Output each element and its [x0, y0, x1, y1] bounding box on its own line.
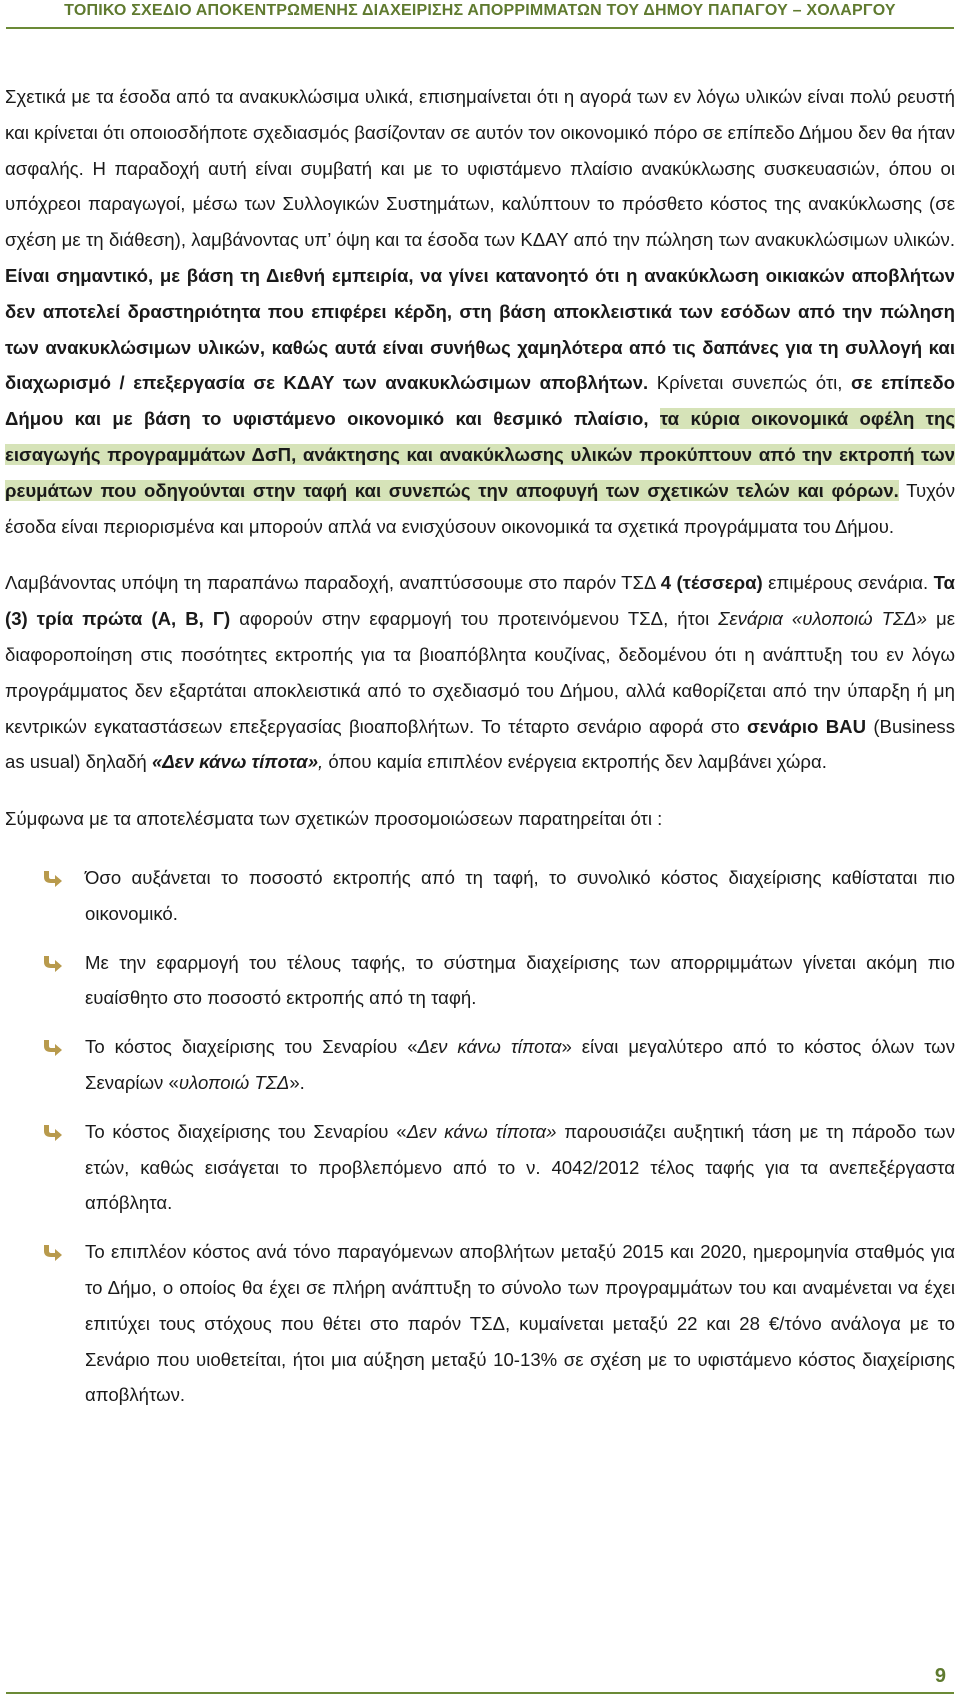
- bold-run: Είναι σημαντικό, με βάση τη Διεθνή εμπειρία, να γίνει κατανοητό ότι η ανακύκλωση οικιακών αποβλήτων δεν αποτελεί δραστηριότητα που επιφέρει κέρδη, στη βάση αποκλειστικά των εσόδων από την πώληση των ανακυκλώσιμων υλικών, καθώς αυτά είναι συνήθως χαμηλότερα από τις δαπάνες για τη συλλογή και διαχωρισμό / επεξεργασία σε ΚΔΑΥ των ανακυκλώσιμων αποβλήτων.: [5, 264, 955, 394]
- footer-rule: [6, 1692, 954, 1694]
- list-item: [5, 1234, 955, 1413]
- list-item: [5, 1029, 955, 1101]
- bold-run: σε επίπεδο Δήμου και με βάση το υφιστάμενο οικονομικό και θεσμικό πλαίσιο,: [5, 372, 955, 430]
- document-title: ΤΟΠΙΚΟ ΣΧΕΔΙΟ ΑΠΟΚΕΝΤΡΩΜΕΝΗΣ ΔΙΑΧΕΙΡΙΣΗΣ ΑΠΟΡΡΙΜΜΑΤΩΝ ΤΟΥ ΔΗΜΟΥ ΠΑΠΑΓΟΥ – ΧΟΛΑΡΓΟΥ: [64, 2, 896, 19]
- text-run: όπου καμία επιπλέον ενέργεια εκτροπής δεν λαμβάνει χώρα.: [323, 751, 827, 773]
- curved-arrow-bullet-icon: [42, 868, 64, 888]
- list-item-text: Όσο αυξάνεται το ποσοστό εκτροπής από τη ταφή, το συνολικό κόστος διαχείρισης καθίσταται πιο οικονομικό.: [85, 866, 955, 924]
- list-item-text: Με την εφαρμογή του τέλους ταφής, το σύστημα διαχείρισης των απορριμμάτων γίνεται ακόμη πιο ευαίσθητο στο ποσοστό εκτροπής από τη ταφή.: [85, 951, 955, 1009]
- bold-run: 4 (τέσσερα): [660, 572, 763, 594]
- bold-run: σενάριο BAU: [747, 715, 867, 737]
- curved-arrow-bullet-icon: [42, 1037, 64, 1057]
- italic-run: Δεν κάνω τίποτα»: [406, 1120, 557, 1142]
- curved-arrow-bullet-icon: [42, 1122, 64, 1142]
- header-rule: [6, 27, 954, 29]
- curved-arrow-bullet-icon: [42, 1242, 64, 1262]
- text-run: Το κόστος διαχείρισης του Σεναρίου «: [85, 1036, 418, 1058]
- italic-run: Δεν κάνω τίποτα: [417, 1036, 562, 1058]
- italic-run: υλοποιώ ΤΣΔ: [178, 1071, 290, 1093]
- italic-run: ,: [318, 751, 324, 773]
- text-run: με διαφοροποίηση στις ποσότητες εκτροπής για τα βιοαπόβλητα κουζίνας, δεδομένου ότι η ανάπτυξη του εν λόγω προγράμματος δεν εξαρτάται αποκλειστικά από το σχεδιασμό του Δήμου, αλλά καθορίζεται από την ύπαρξη ή μη κεντρικών εγκαταστάσεων επεξεργασίας βιοαποβλήτων. Το τέταρτο σενάριο αφορά στο: [5, 608, 956, 737]
- paragraph-simulation-intro: Σύμφωνα με τα αποτελέσματα των σχετικών προσομοιώσεων παρατηρείται ότι :: [5, 808, 663, 830]
- text-run: Σχετικά με τα έσοδα από τα ανακυκλώσιμα υλικά, επισημαίνεται ότι η αγορά των εν λόγω υλικών είναι πολύ ρευστή και κρίνεται ότι οποιοσδήποτε σχεδιασμός βασίζονταν σε αυτόν τον οικονομικό πόρο σε επίπεδο Δήμου δεν θα ήταν ασφαλής. Η παραδοχή αυτή είναι συμβατή και με το υφιστάμενο πλαίσιο ανακύκλωσης συσκευασιών, όπου οι υπόχρεοι παραγωγοί, μέσω των Συλλογικών Συστημάτων, καλύπτουν το πρόσθετο κόστος της ανακύκλωσης (σε σχέση με τη διάθεση), λαμβάνοντας υπ’ όψη και τα έσοδα των ΚΔΑΥ από την πώληση των ανακυκλώσιμων υλικών.: [5, 86, 955, 251]
- paragraph-scenarios: [5, 565, 955, 780]
- list-item: [5, 945, 955, 1017]
- list-item: [5, 860, 955, 932]
- highlighted-bold-run: τα κύρια οικονομικά οφέλη της εισαγωγής προγραμμάτων ΔσΠ, ανάκτησης και ανακύκλωσης υλικών προκύπτουν από την εκτροπή των ρευμάτων που οδηγούνται στην ταφή και συνεπώς την αποφυγή των σχετικών τελών και φόρων.: [5, 408, 955, 501]
- page-number: 9: [934, 1665, 946, 1687]
- text-run: παρουσιάζει αυξητική τάση με τη πάροδο των ετών, καθώς εισάγεται το προβλεπόμενο από το ν. 4042/2012 τέλος ταφής για τα ανεπεξέργαστα απόβλητα.: [85, 1120, 955, 1214]
- text-run: (Business as usual) δηλαδή: [5, 715, 956, 773]
- findings-list: [5, 860, 955, 1413]
- italic-run: Σενάρια «υλοποιώ ΤΣΔ»: [718, 608, 927, 630]
- text-run: » είναι μεγαλύτερο από το κόστος όλων των Σεναρίων «: [85, 1036, 955, 1093]
- text-run: ».: [289, 1071, 305, 1093]
- list-item: [5, 1114, 955, 1221]
- list-item-text: Το επιπλέον κόστος ανά τόνο παραγόμενων αποβλήτων μεταξύ 2015 και 2020, ημερομηνία σταθμός για το Δήμο, ο οποίος θα έχει σε πλήρη ανάπτυξη το σύνολο των προγραμμάτων του και αναμένεται να έχει επιτύχει τους στόχους που θέτει στο παρόν ΤΣΔ, κυμαίνεται μεταξύ 22 και 28 €/τόνο ανάλογα με το Σενάριο που υιοθετείται, ήτοι μια αύξηση μεταξύ 10-13% σε σχέση με το υφιστάμενο κόστος διαχείρισης αποβλήτων.: [85, 1241, 955, 1406]
- text-run: αφορούν στην εφαρμογή του προτεινόμενου ΤΣΔ, ήτοι: [230, 608, 719, 630]
- page-footer: [0, 1665, 960, 1699]
- text-run: Το κόστος διαχείρισης του Σεναρίου «: [85, 1120, 407, 1142]
- bold-italic-run: «Δεν κάνω τίποτα»: [151, 751, 319, 773]
- page-header: [0, 0, 960, 30]
- curved-arrow-bullet-icon: [42, 953, 64, 973]
- paragraph-revenue: [5, 79, 955, 544]
- text-run: Κρίνεται συνεπώς ότι,: [648, 372, 851, 394]
- page-body: [5, 79, 955, 1426]
- text-run: επιμέρους σενάρια.: [762, 572, 934, 594]
- text-run: Τυχόν έσοδα είναι περιορισμένα και μπορούν απλά να ενισχύσουν οικονομικά τα σχετικά προγράμματα του Δήμου.: [5, 479, 956, 537]
- text-run: Λαμβάνοντας υπόψη τη παραπάνω παραδοχή, αναπτύσσουμε στο παρόν ΤΣΔ: [5, 572, 661, 594]
- bold-run: Τα (3) τρία πρώτα (Α, Β, Γ): [5, 572, 955, 630]
